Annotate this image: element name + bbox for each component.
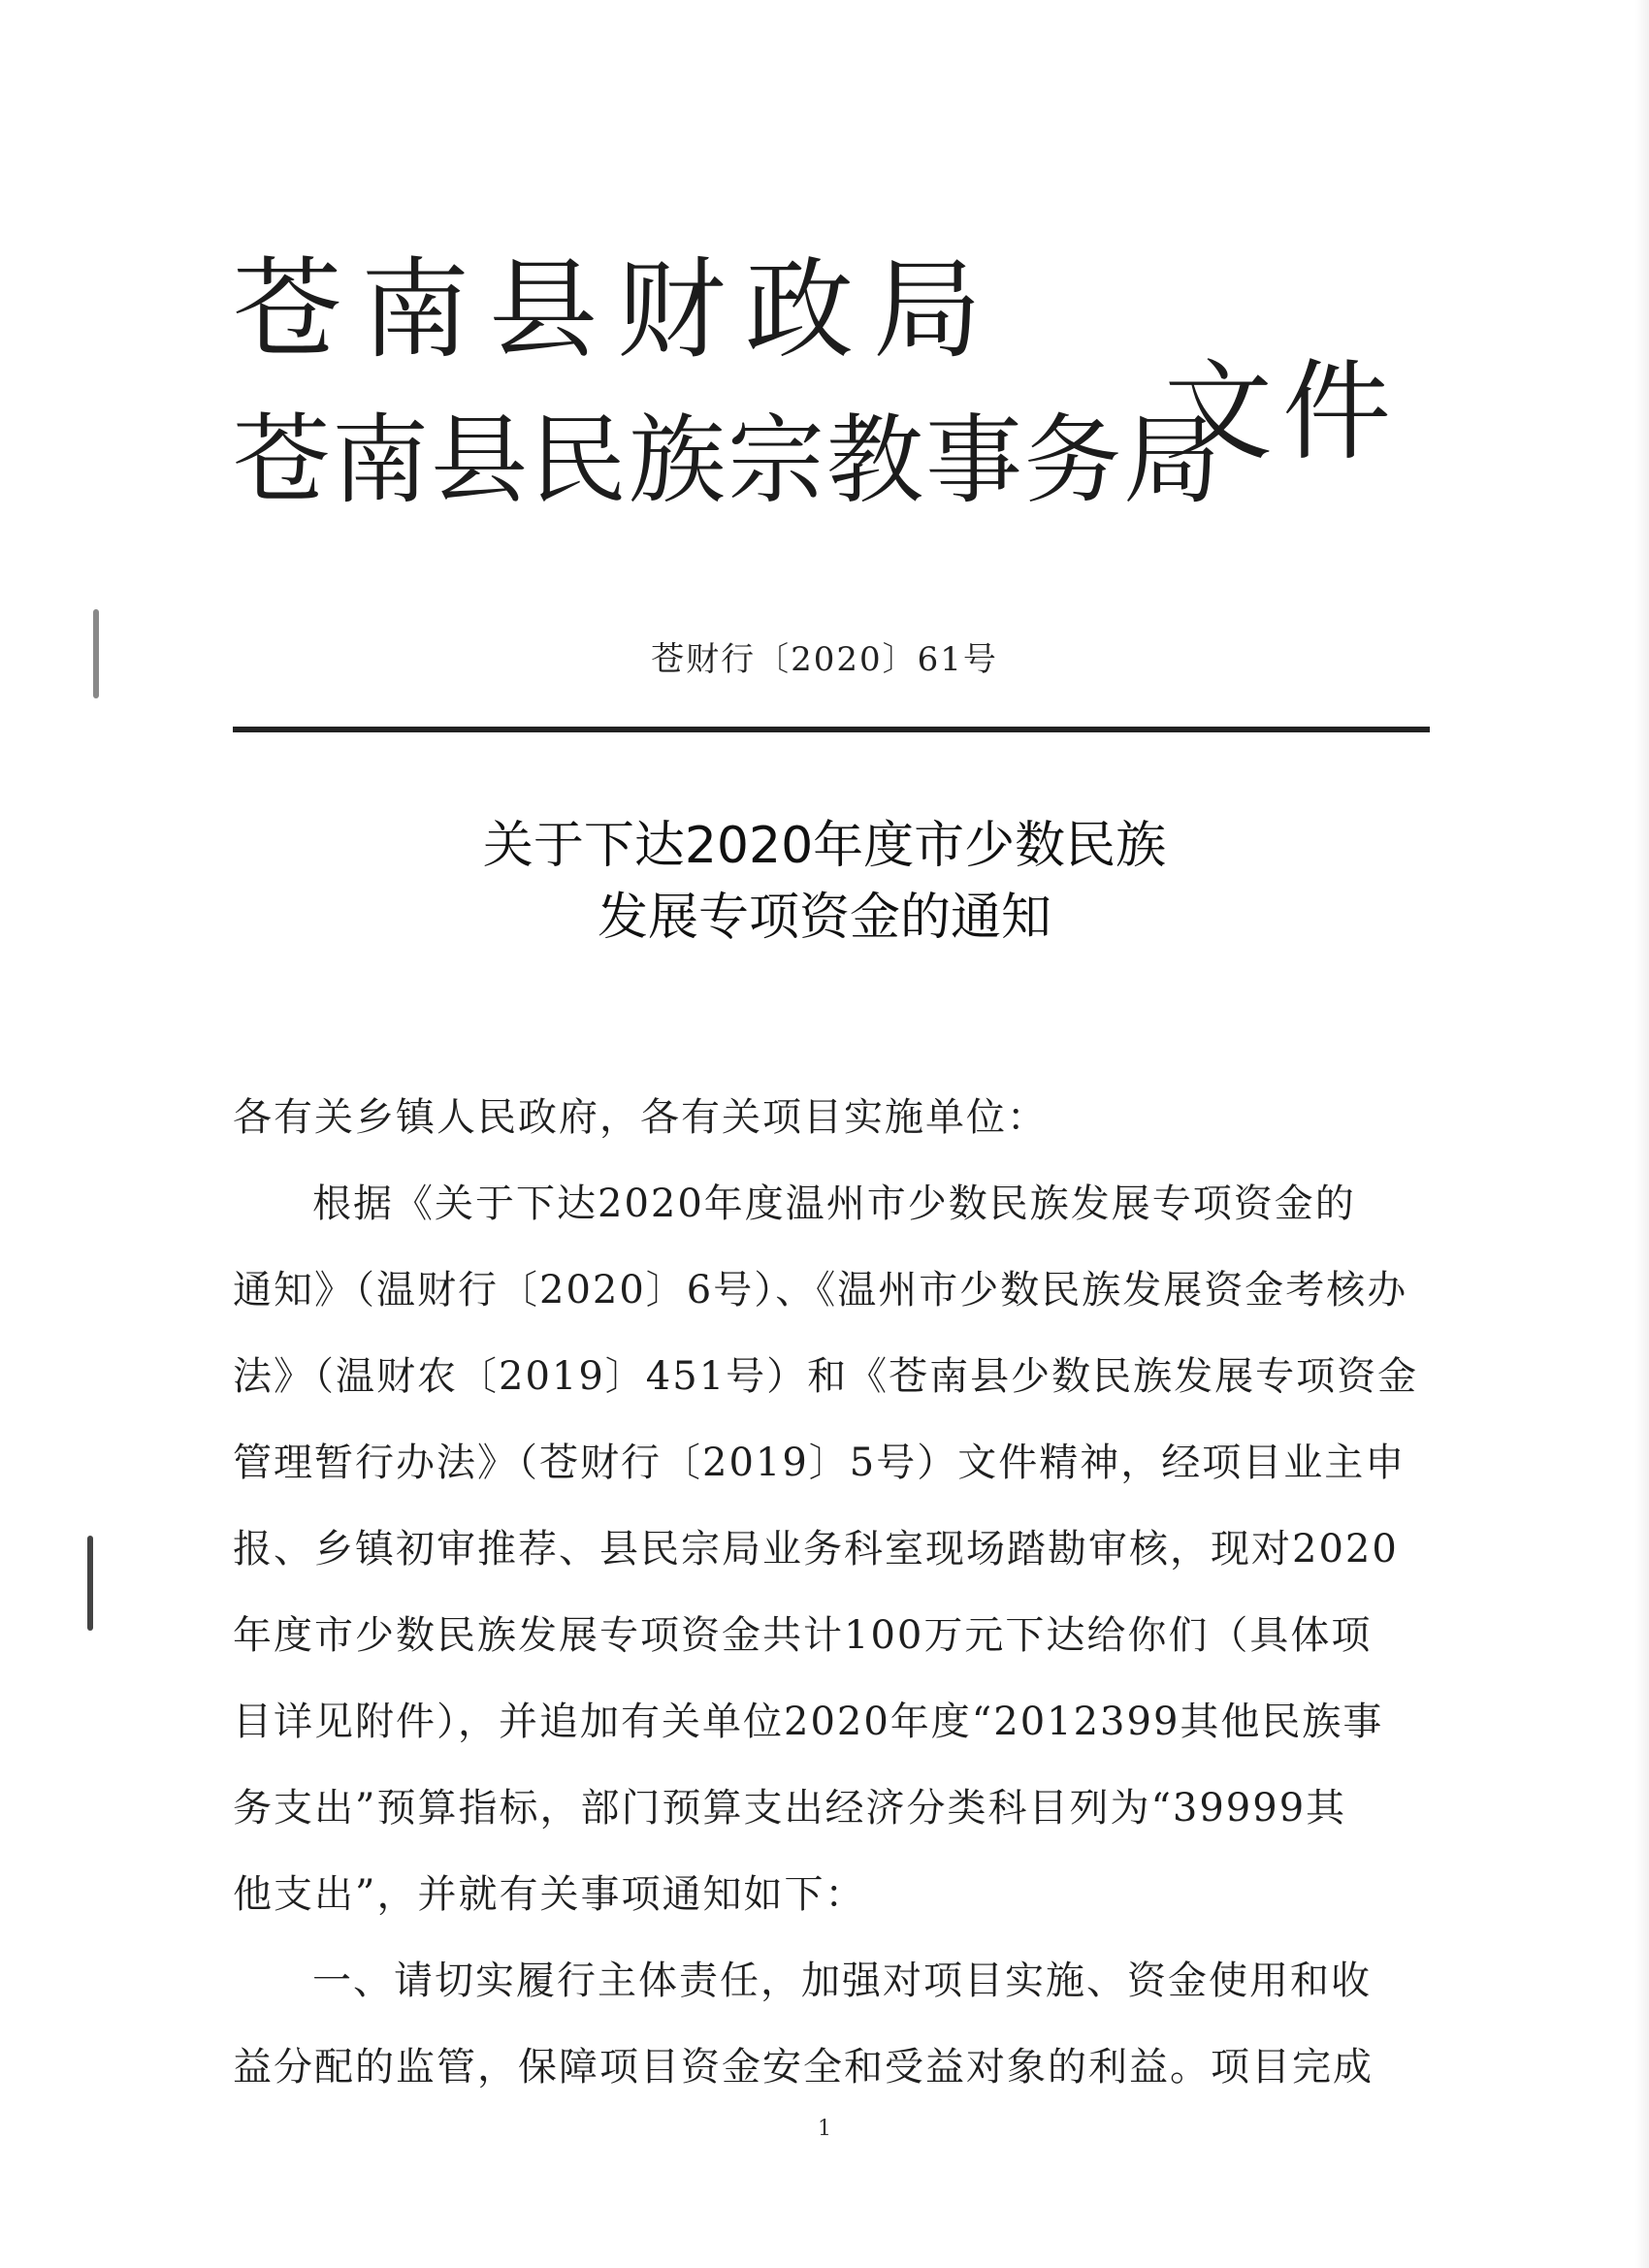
title-line-2: 发展专项资金的通知 [597,889,1051,947]
salutation: 各有关乡镇人民政府，各有关项目实施单位： [233,1095,1048,1140]
body-line: 益分配的监管，保障项目资金安全和受益对象的利益。项目完成 [233,2045,1374,2090]
header-divider [233,727,1430,732]
document-number: 苍财行〔2020〕61号 [651,640,998,679]
title-line-1: 关于下达2020年度市少数民族 [482,817,1167,875]
body-line: 管理暂行办法》（苍财行〔2019〕5号）文件精神，经项目业主申 [233,1441,1406,1485]
document-title [0,810,1649,954]
staple-mark-bottom [87,1536,93,1631]
scan-edge [1635,0,1649,2268]
body-line: 他支出”，并就有关事项通知如下： [233,1872,866,1917]
body-line: 根据《关于下达2020年度温州市少数民族发展专项资金的 [312,1182,1356,1226]
document-type: 文件 [1164,349,1401,475]
document-body [233,1075,1419,2111]
issuer-line-2: 苍南县民族宗教事务局 [233,404,1222,517]
body-line: 法》（温财农〔2019〕451号）和《苍南县少数民族发展专项资金 [233,1354,1419,1399]
body-line: 报、乡镇初审推荐、县民宗局业务科室现场踏勘审核，现对2020 [233,1527,1399,1571]
issuer-line-1: 苍南县财政局 [233,247,1001,373]
body-line: 一、请切实履行主体责任，加强对项目实施、资金使用和收 [312,1959,1372,2003]
body-line: 目详见附件），并追加有关单位2020年度“2012399其他民族事 [233,1700,1384,1744]
body-line: 通知》（温财行〔2020〕6号）、《温州市少数民族发展资金考核办 [233,1268,1408,1312]
page-number: 1 [818,2117,831,2141]
document-header [233,247,1445,558]
body-line: 务支出”预算指标，部门预算支出经济分类科目列为“39999其 [233,1786,1347,1831]
body-line: 年度市少数民族发展专项资金共计100万元下达给你们（具体项 [233,1613,1373,1658]
